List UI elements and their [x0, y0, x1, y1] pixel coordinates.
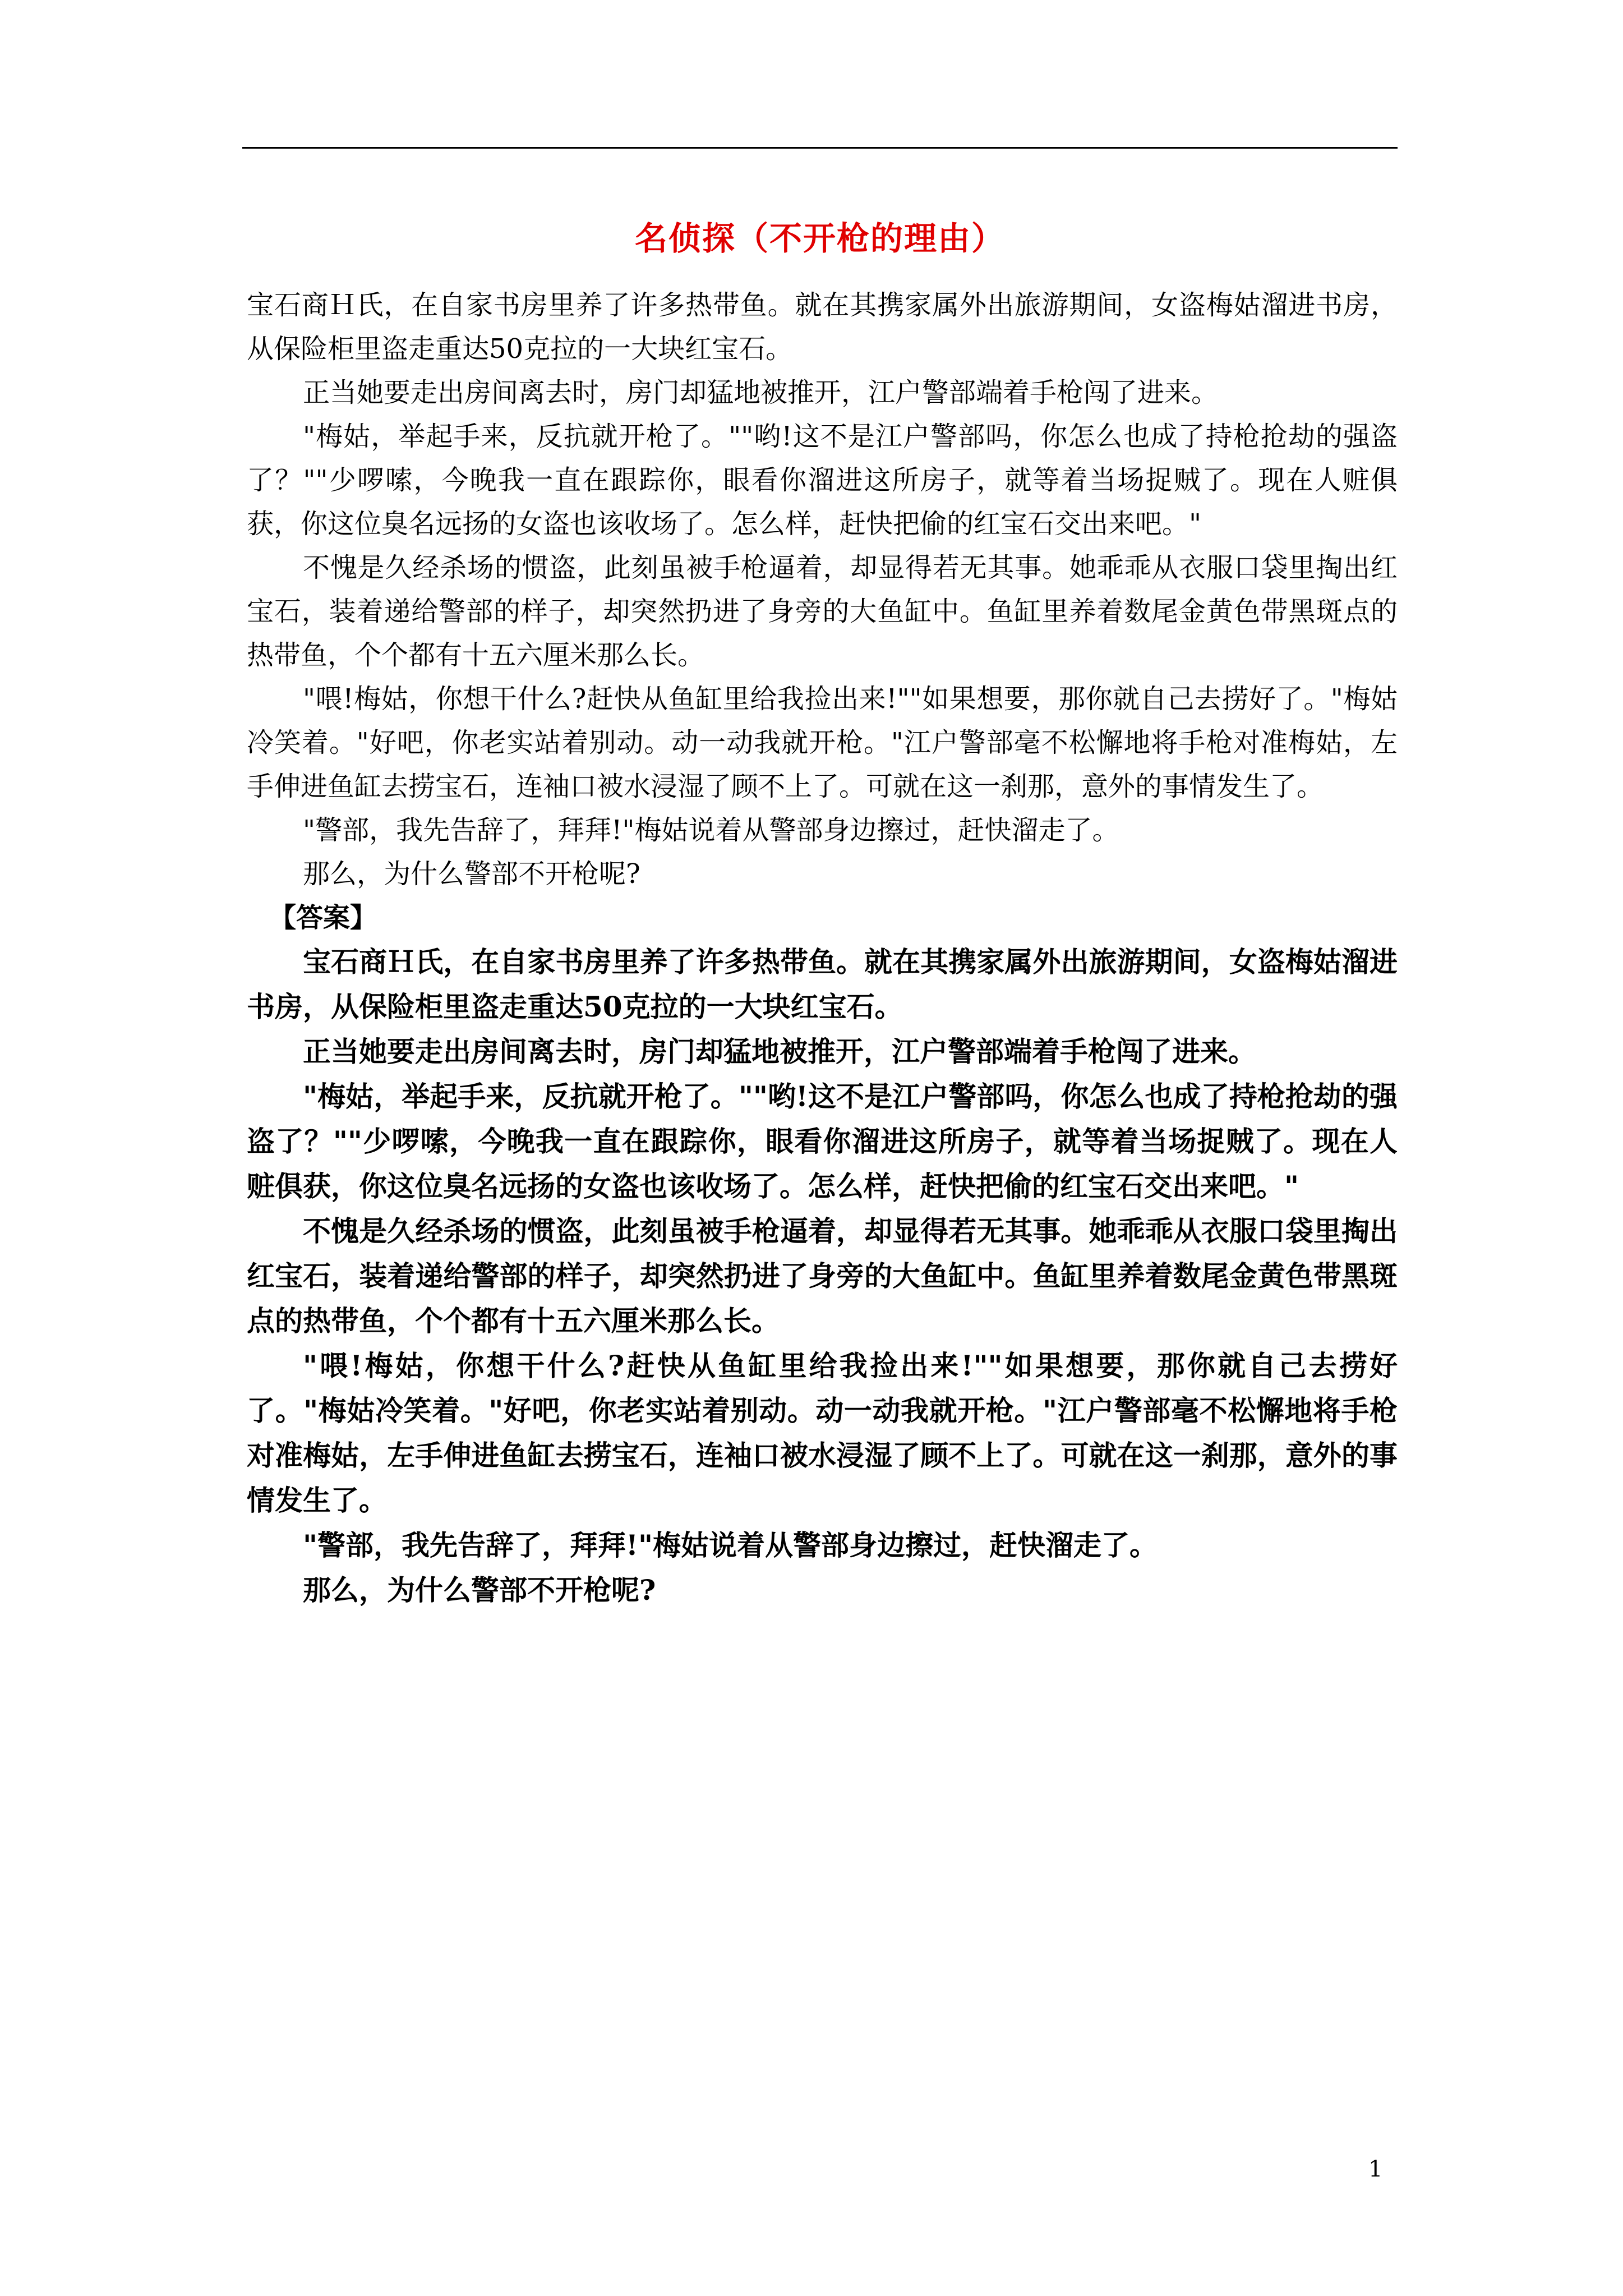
story-paragraph-6: "警部，我先告辞了，拜拜!"梅姑说着从警部身边擦过，赶快溜走了。: [303, 815, 1119, 846]
header-rule: [242, 147, 1398, 149]
story-paragraph-1: 宝石商Ｈ氏，在自家书房里养了许多热带鱼。就在其携家属外出旅游期间，女盗梅姑溜进书房，从保险柜里盗走重达50克拉的一大块红宝石。: [247, 289, 1398, 365]
answer-paragraph-1: 宝石商Ｈ氏，在自家书房里养了许多热带鱼。就在其携家属外出旅游期间，女盗梅姑溜进书房，从保险柜里盗走重达50克拉的一大块红宝石。: [247, 945, 1398, 1023]
page-number: 1: [1368, 2156, 1383, 2182]
answer-paragraph-5: "喂!梅姑，你想干什么?赶快从鱼缸里给我捡出来!""如果想要，那你就自己去捞好了。"梅姑冷笑着。"好吧，你老实站着别动。动一动我就开枪。"江户警部毫不松懈地将手枪对准梅姑，左手伸进鱼缸去捞宝石，连袖口被水浸湿了顾不上了。可就在这一刹那，意外的事情发生了。: [247, 1349, 1398, 1517]
answer-paragraph-4: 不愧是久经杀场的惯盗，此刻虽被手枪逼着，却显得若无其事。她乖乖从衣服口袋里掏出红宝石，装着递给警部的样子，却突然扔进了身旁的大鱼缸中。鱼缸里养着数尾金黄色带黑斑点的热带鱼，个个都有十五六厘米那么长。: [247, 1214, 1398, 1337]
story-paragraph-4: 不愧是久经杀场的惯盗，此刻虽被手枪逼着，却显得若无其事。她乖乖从衣服口袋里掏出红宝石，装着递给警部的样子，却突然扔进了身旁的大鱼缸中。鱼缸里养着数尾金黄色带黑斑点的热带鱼，个个都有十五六厘米那么长。: [247, 552, 1398, 671]
answer-paragraph-6: "警部，我先告辞了，拜拜!"梅姑说着从警部身边擦过，赶快溜走了。: [303, 1529, 1158, 1562]
answer-paragraph-2: 正当她要走出房间离去时，房门却猛地被推开，江户警部端着手枪闯了进来。: [303, 1035, 1256, 1068]
answer-heading: 【答案】: [269, 902, 377, 933]
story-paragraph-2: 正当她要走出房间离去时，房门却猛地被推开，江户警部端着手枪闯了进来。: [303, 377, 1219, 408]
story-question: 那么，为什么警部不开枪呢?: [303, 858, 640, 890]
story-paragraph-5: "喂!梅姑，你想干什么?赶快从鱼缸里给我捡出来!""如果想要，那你就自己去捞好了。"梅姑冷笑着。"好吧，你老实站着别动。动一动我就开枪。"江户警部毫不松懈地将手枪对准梅姑，左手伸进鱼缸去捞宝石，连袖口被水浸湿了顾不上了。可就在这一刹那，意外的事情发生了。: [247, 683, 1398, 802]
answer-paragraph-3: "梅姑，举起手来，反抗就开枪了。""哟!这不是江户警部吗，你怎么也成了持枪抢劫的强盗了？""少啰嗦，今晚我一直在跟踪你，眼看你溜进这所房子，就等着当场捉贼了。现在人赃俱获，你这位臭名远扬的女盗也该收场了。怎么样，赶快把偷的红宝石交出来吧。": [247, 1080, 1398, 1203]
story-paragraph-3: "梅姑，举起手来，反抗就开枪了。""哟!这不是江户警部吗，你怎么也成了持枪抢劫的强盗了？""少啰嗦，今晚我一直在跟踪你，眼看你溜进这所房子，就等着当场捉贼了。现在人赃俱获，你这位臭名远扬的女盗也该收场了。怎么样，赶快把偷的红宝石交出来吧。": [247, 421, 1398, 540]
answer-question: 那么，为什么警部不开枪呢?: [303, 1573, 656, 1607]
answer-section: [247, 940, 1398, 1613]
document-body: [247, 283, 1398, 1613]
story-section: [247, 283, 1398, 896]
page-title: 名侦探（不开枪的理由）: [634, 219, 1005, 257]
